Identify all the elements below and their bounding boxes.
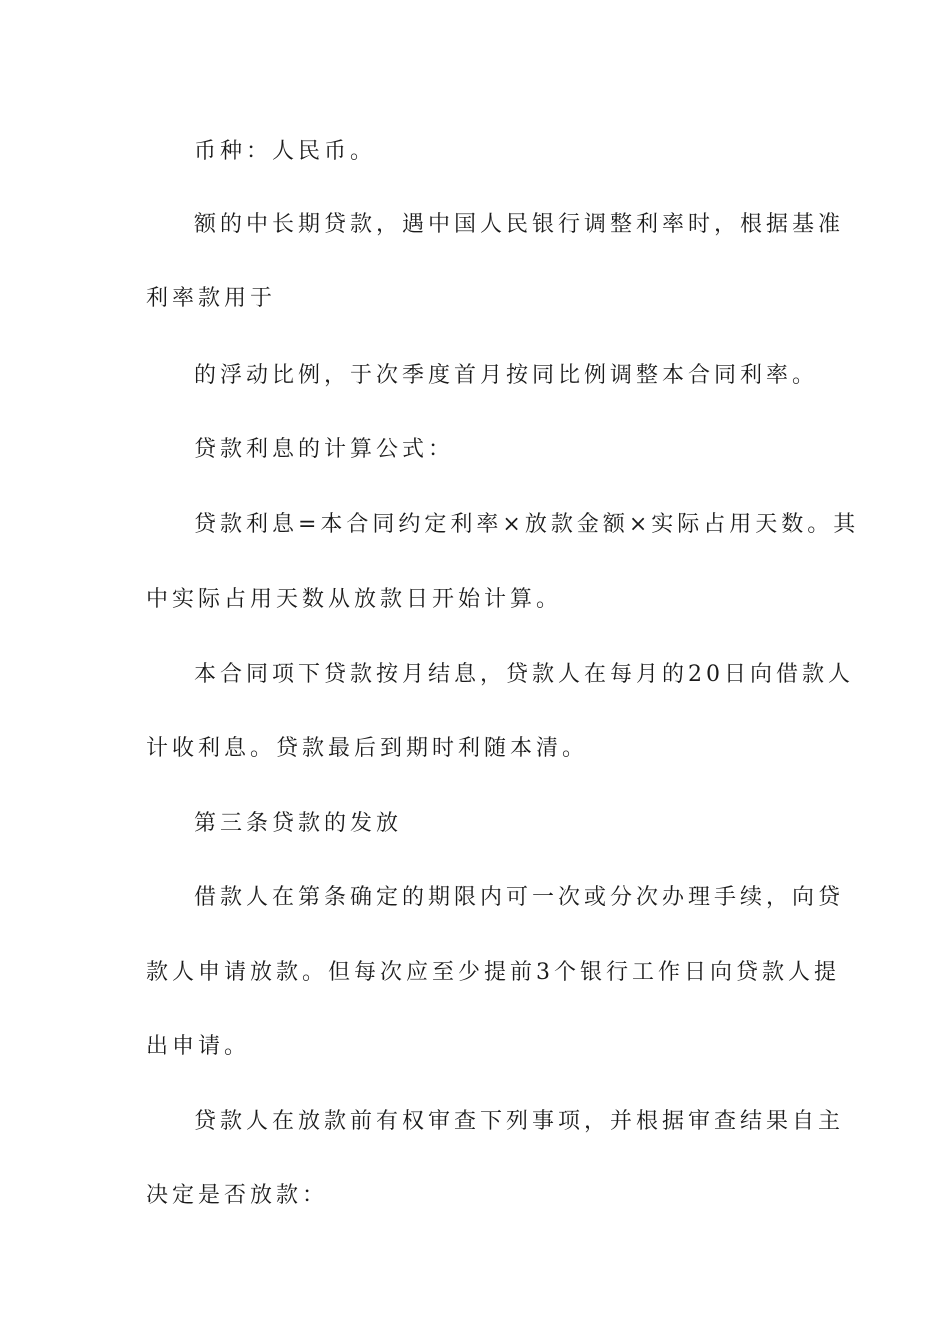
paragraph-review-line-2: 决定是否放款： — [146, 1183, 329, 1208]
paragraph-float-ratio: 的浮动比例，于次季度首月按同比例调整本合同利率。 — [194, 363, 819, 388]
paragraph-disbursement-line-3: 出申请。 — [146, 1034, 251, 1059]
paragraph-monthly-interest-line-2: 计收利息。贷款最后到期时利随本清。 — [146, 736, 589, 761]
paragraph-interest-formula-heading: 贷款利息的计算公式： — [194, 437, 455, 462]
paragraph-monthly-interest-line-1: 本合同项下贷款按月结息，贷款人在每月的20日向借款人 — [194, 662, 854, 687]
paragraph-review-line-1: 贷款人在放款前有权审查下列事项，并根据审查结果自主 — [194, 1109, 845, 1134]
paragraph-interest-formula-line-1: 贷款利息=本合同约定利率×放款金额×实际占用天数。其 — [194, 512, 860, 537]
paragraph-rate-adjust-line-2: 利率款用于 — [146, 286, 277, 311]
paragraph-disbursement-line-1: 借款人在第条确定的期限内可一次或分次办理手续，向贷 — [194, 885, 845, 910]
paragraph-interest-formula-line-2: 中实际占用天数从放款日开始计算。 — [146, 587, 563, 612]
paragraph-currency: 币种：人民币。 — [194, 139, 377, 164]
paragraph-disbursement-line-2: 款人申请放款。但每次应至少提前3个银行工作日向贷款人提 — [146, 960, 840, 985]
section-heading-article-3: 第三条贷款的发放 — [194, 811, 403, 836]
paragraph-rate-adjust-line-1: 额的中长期贷款，遇中国人民银行调整利率时，根据基准 — [194, 212, 845, 237]
